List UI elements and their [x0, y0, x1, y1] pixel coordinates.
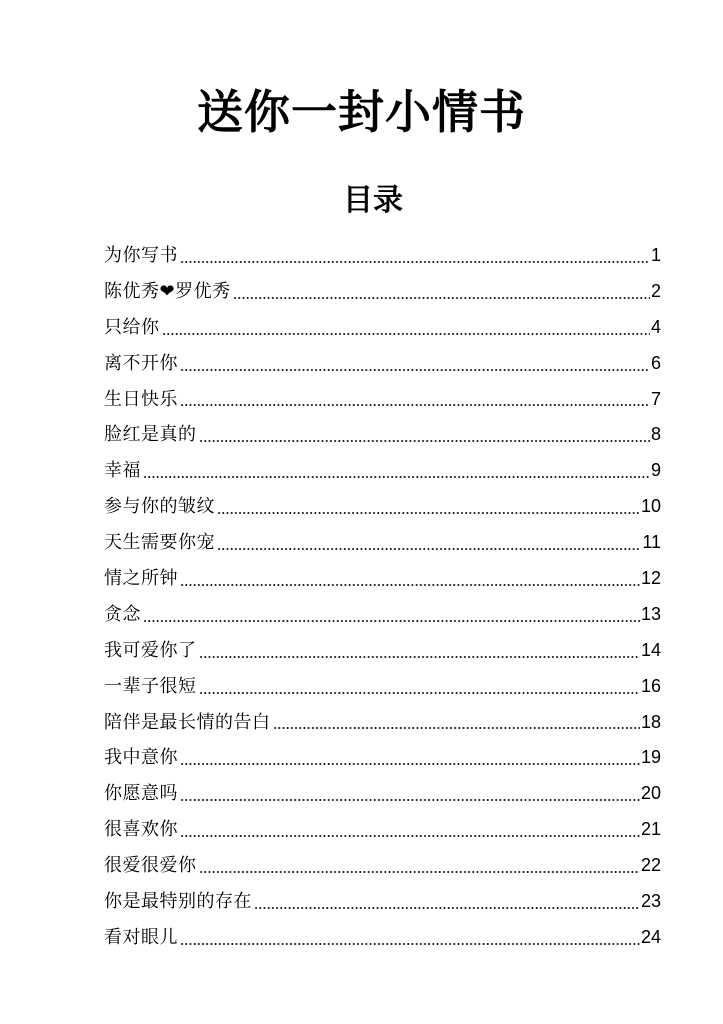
toc-dot-leader [199, 655, 640, 659]
toc-entry-page: 16 [640, 675, 661, 696]
toc-dot-leader [143, 475, 650, 479]
toc-entry[interactable] [104, 453, 661, 489]
toc-dot-leader [199, 439, 650, 443]
toc-entry-page: 9 [650, 460, 661, 481]
document-title: 送你一封小情书 [197, 85, 526, 139]
toc-dot-leader [180, 368, 650, 372]
toc-entry-page: 18 [640, 711, 661, 732]
toc-entry-page: 8 [650, 424, 661, 445]
toc-entry[interactable] [104, 848, 661, 884]
toc-dot-leader [180, 260, 650, 264]
toc-entry-page: 10 [640, 496, 661, 517]
toc-entry-label: 陪伴是最长情的告白 [104, 711, 271, 733]
table-of-contents [104, 238, 661, 956]
toc-entry-page: 24 [640, 926, 661, 947]
toc-entry-label: 你愿意吗 [104, 783, 178, 805]
toc-dot-leader [180, 834, 640, 838]
toc-entry-label: 天生需要你宠 [104, 532, 215, 554]
toc-entry-label: 参与你的皱纹 [104, 496, 215, 518]
toc-entry[interactable] [104, 382, 661, 418]
toc-entry-page: 7 [650, 388, 661, 409]
toc-dot-leader [273, 726, 640, 730]
toc-entry[interactable] [104, 489, 661, 525]
toc-dot-leader [180, 403, 650, 407]
toc-entry-page: 20 [640, 783, 661, 804]
toc-entry[interactable] [104, 597, 661, 633]
toc-entry-page: 2 [650, 280, 661, 301]
toc-entry[interactable] [104, 274, 661, 310]
toc-entry-label: 脸红是真的 [104, 424, 197, 446]
toc-dot-leader [180, 583, 640, 587]
toc-entry-label: 幸福 [104, 460, 141, 482]
toc-entry[interactable] [104, 740, 661, 776]
toc-entry[interactable] [104, 884, 661, 920]
toc-entry-label: 情之所钟 [104, 568, 178, 590]
toc-dot-leader [254, 906, 640, 910]
toc-entry-page: 22 [640, 855, 661, 876]
toc-entry[interactable] [104, 705, 661, 741]
toc-entry[interactable] [104, 633, 661, 669]
toc-dot-leader [233, 296, 650, 300]
toc-entry-page: 1 [650, 245, 661, 265]
toc-entry[interactable] [104, 238, 661, 274]
toc-entry[interactable] [104, 776, 661, 812]
toc-dot-leader [162, 332, 650, 336]
toc-dot-leader [180, 762, 640, 766]
toc-dot-leader [143, 619, 640, 623]
toc-entry-label: 很爱很爱你 [104, 855, 197, 877]
toc-entry-label: 只给你 [104, 316, 160, 338]
toc-entry-label: 看对眼儿 [104, 926, 178, 948]
toc-entry-page: 12 [640, 568, 661, 589]
toc-entry-label: 我可爱你了 [104, 639, 197, 661]
toc-entry[interactable] [104, 417, 661, 453]
toc-entry-label: 为你写书 [104, 245, 178, 266]
toc-entry-label: 我中意你 [104, 747, 178, 769]
toc-entry-label: 生日快乐 [104, 388, 178, 410]
toc-entry-page: 13 [640, 603, 661, 624]
toc-entry-label: 陈优秀❤罗优秀 [104, 280, 231, 302]
toc-entry[interactable] [104, 669, 661, 705]
toc-dot-leader [180, 942, 640, 946]
toc-entry[interactable] [104, 310, 661, 346]
toc-entry-page: 6 [650, 352, 661, 373]
toc-entry-label: 贪念 [104, 603, 141, 625]
toc-entry-page: 21 [640, 819, 661, 840]
toc-entry-page: 14 [640, 639, 661, 660]
toc-entry-page: 11 [642, 532, 661, 553]
toc-dot-leader [199, 870, 640, 874]
toc-entry[interactable] [104, 525, 661, 561]
toc-entry-page: 19 [640, 747, 661, 768]
toc-entry[interactable] [104, 920, 661, 956]
toc-entry-label: 离不开你 [104, 352, 178, 374]
toc-dot-leader [180, 798, 640, 802]
toc-dot-leader [199, 691, 640, 695]
toc-heading: 目录 [343, 183, 403, 218]
toc-entry-label: 很喜欢你 [104, 819, 178, 841]
toc-entry-page: 23 [640, 891, 661, 912]
toc-entry-page: 4 [650, 316, 661, 337]
toc-entry-label: 一辈子很短 [104, 675, 197, 697]
toc-entry[interactable] [104, 346, 661, 382]
toc-entry-label: 你是最特别的存在 [104, 891, 252, 913]
toc-dot-leader [217, 547, 641, 551]
toc-dot-leader [217, 511, 640, 515]
toc-entry[interactable] [104, 812, 661, 848]
toc-entry[interactable] [104, 561, 661, 597]
